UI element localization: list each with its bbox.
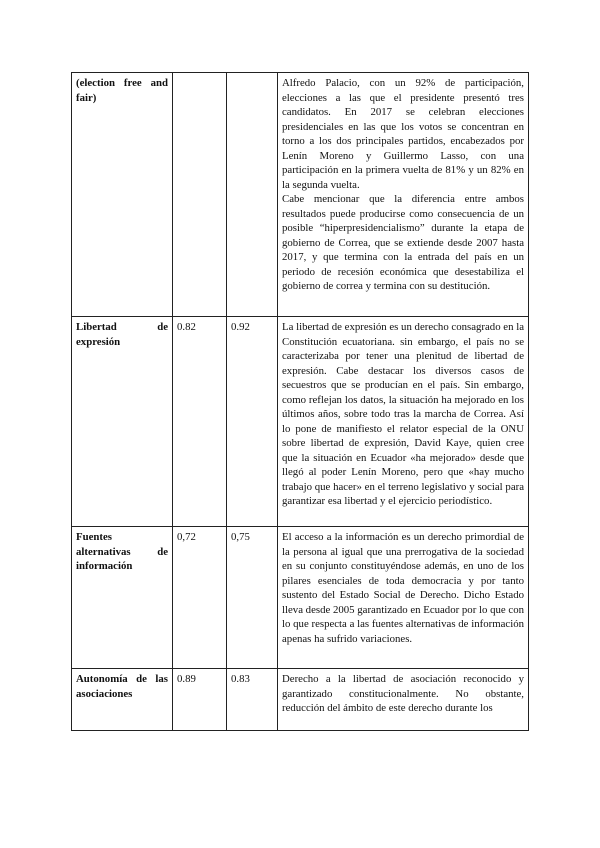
table-row (72, 669, 529, 731)
value-b-cell: 0,75 (227, 527, 278, 669)
value-b-cell: 0.83 (227, 669, 278, 731)
value-a-cell (173, 73, 227, 317)
indicator-cell: (election free and fair) (72, 73, 173, 317)
description-paragraph: Derecho a la libertad de asociación reconocido y garantizado constitucionalmente. No obstante, reducción del ámbito de este derecho durante los (282, 673, 524, 714)
value-b-cell (227, 73, 278, 317)
value-a-cell: 0,72 (173, 527, 227, 669)
description-paragraph: Alfredo Palacio, con un 92% de participación, elecciones a las que el presidente presentó tres candidatos. En 2017 se celebran elecciones presidenciales en las que los votos se concentran en torno a los dos principales partidos, encabezados por Lenín Moreno y Guillermo Lasso, con una participación en la primera vuelta de 81% y un 82% en la segunda vuelta. (282, 77, 524, 191)
table-row (72, 317, 529, 527)
indicator-cell: Fuentes alternativas de información (72, 527, 173, 669)
value-a-cell: 0.89 (173, 669, 227, 731)
table-row (72, 527, 529, 669)
description-cell (278, 527, 529, 669)
description-cell (278, 669, 529, 731)
value-b-cell: 0.92 (227, 317, 278, 527)
description-paragraph: El acceso a la información es un derecho primordial de la persona al igual que una prerrogativa de la sociedad en su conjunto constituyéndose además, en uno de los pilares esenciales de toda democracia y por tanto sustento del Estado Social de Derecho. Dicho Estado lleva desde 2005 garantizado en Ecuador por lo que con lo que respecta a las fuentes alternativas de información apenas ha sufrido variaciones. (282, 531, 524, 645)
description-cell (278, 317, 529, 527)
description-cell (278, 73, 529, 317)
description-paragraph: La libertad de expresión es un derecho consagrado en la Constitución ecuatoriana. sin embargo, el país no se caracterizaba por tener una plenitud de libertad de expresión. Cabe destacar los diversos casos de secuestros que se producían en el país. Sin embargo, como reflejan los datos, la situación ha mejorado en los últimos años, sobre todo tras la marcha de Correa. Así lo pone de manifiesto el relator especial de la ONU sobre libertad de expresión, David Kaye, quien cree que la situación en Ecuador «ha mejorado» desde que llegó al poder Lenín Moreno, pero que «hay mucho trabajo que hacer» en el terreno legislativo y social para garantizar esa libertad y el ejercicio periodístico. (282, 321, 524, 507)
indicators-table (71, 72, 529, 731)
value-a-cell: 0.82 (173, 317, 227, 527)
indicator-cell: Autonomía de las asociaciones (72, 669, 173, 731)
indicator-cell: Libertad de expresión (72, 317, 173, 527)
table-row (72, 73, 529, 317)
description-paragraph: Cabe mencionar que la diferencia entre ambos resultados puede producirse como consecuencia de un posible “hiperpresidencialismo” durante la etapa de gobierno de Correa, que se extiende desde 2007 hasta 2017, y que termina con la entrada del país en un periodo de recesión económica que desestabiliza el gobierno de correa y termina con su destitución. (282, 193, 524, 292)
